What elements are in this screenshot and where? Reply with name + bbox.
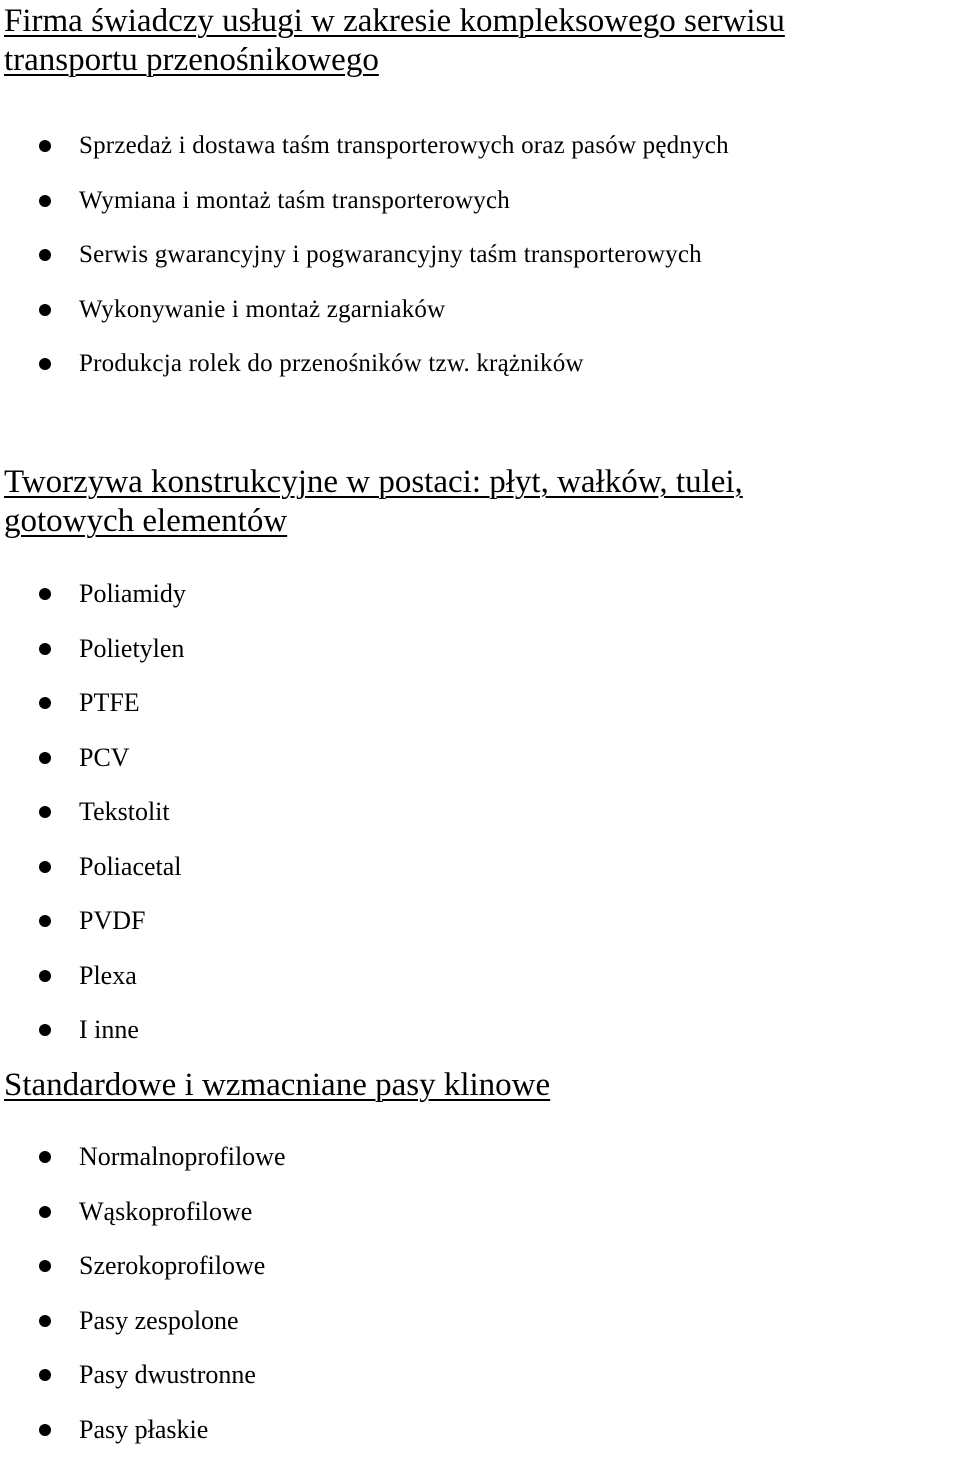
bullet-icon <box>39 1424 51 1436</box>
bullet-icon <box>39 304 51 316</box>
section-heading-v-belts <box>4 1066 550 1105</box>
bullet-icon <box>39 970 51 982</box>
bullet-icon <box>39 806 51 818</box>
section-heading-services <box>4 2 785 80</box>
heading-line: Tworzywa konstrukcyjne w postaci: płyt, wałków, tulei, <box>4 464 743 500</box>
bullet-icon <box>39 1369 51 1381</box>
heading-line: Standardowe i wzmacniane pasy klinowe <box>4 1067 551 1103</box>
section-heading-materials <box>4 463 743 541</box>
bullet-icon <box>39 1315 51 1327</box>
bullet-icon <box>39 1024 51 1036</box>
bullet-icon <box>39 1260 51 1272</box>
bullet-icon <box>39 249 51 261</box>
bullet-icon <box>39 697 51 709</box>
bullet-icon <box>39 195 51 207</box>
bullet-icon <box>39 140 51 152</box>
bullet-icon <box>39 588 51 600</box>
bullet-icon <box>39 915 51 927</box>
bullet-icon <box>39 752 51 764</box>
heading-line: transportu przenośnikowego <box>4 42 379 78</box>
bullet-icon <box>39 1151 51 1163</box>
heading-line: Firma świadczy usługi w zakresie kompleksowego serwisu <box>4 3 785 39</box>
bullet-icon <box>39 1206 51 1218</box>
bullet-icon <box>39 358 51 370</box>
heading-line: gotowych elementów <box>4 503 288 539</box>
bullet-icon <box>39 861 51 873</box>
bullet-icon <box>39 643 51 655</box>
